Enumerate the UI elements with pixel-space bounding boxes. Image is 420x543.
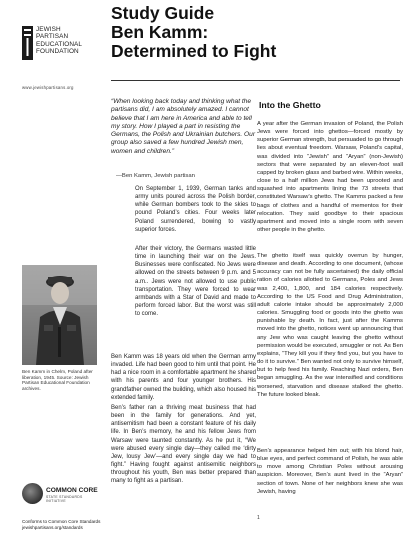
standards-line: Conforms to Common Core Standards	[22, 519, 101, 524]
common-core-name: COMMON CORE	[46, 487, 98, 494]
middle-paragraph: Ben Kamm was 18 years old when the German army invaded. Life had been good to him until that point. He had a nice room in a comfortable apartment he shared with his parents and four younger brothers. His grandfather owned the building, which also housed his extended family.	[111, 354, 256, 401]
opening-quote: “When looking back today and thinking what the partisans did, I am absolutely amazed. I cannot believe that I am here in America and able to tell my story. How I played a part in resisting the Germans, the Polish and Ukrainian butchers. Our group also saved a few hundred Jewish men, women and children.”	[111, 98, 256, 155]
logo-line: FOUNDATION	[36, 47, 79, 55]
middle-paragraph: On September 1, 1939, German tanks and army units poured across the Polish border, while German bombers took to the skies to pound Poland’s cities. Four weeks later Poland surrendered, bowing to vastly superior forces.	[135, 186, 256, 233]
logo-line: JEWISH	[36, 26, 61, 33]
common-core-logo	[22, 483, 102, 505]
middle-paragraph: Ben’s father ran a thriving meat business that had been in the family for generations. And yet, antisemitism had been a constant feature of his daily life. In Ben’s memory, he and his fellow Jews from Warsaw were taunted constantly. As he put it, “We were abused every single day—they called me ‘dirty Jew, lousy Jew’—and every single day we had to fight.” Having fought against antisemitic neighbors throughout his youth, Ben was better prepared than many to fight as a partisan.	[111, 405, 256, 485]
portrait-image	[22, 265, 97, 365]
website-url[interactable]: www.jewishpartisans.org	[22, 85, 74, 90]
photo-caption: Ben Kamm in Chelm, Poland after liberation, 1945. Source: Jewish Partisan Educational Foundation archives.	[22, 369, 93, 391]
title-line: Study Guide	[111, 3, 215, 23]
right-paragraph: The ghetto itself was quickly overrun by hunger, disease and death. According to one document, (whose accuracy can not be fully ascertained) the daily official ration of calories allotted to Germans, Poles and Jews was 2,400, 1,800, and 184 calories respectively. According to the US Food and Drug Administration, adult calorie intake should be approximately 2,000 calories. Smuggling food or goods into the ghetto was punishable by death. In fact, just after the Kamms moved into the ghetto, notices went up announcing that any Jew who was caught leaving the ghetto without permission would be executed, smuggler or not. As Ben explains, “They kill you if they find you, but you have to do it to survive.” Ben wanted not only to survive himself, but to help feed his family. Reaching Nazi orders, Ben began smuggling. As the war intensified and conditions worsened, starvation and disease stalked the ghetto. The future looked bleak.	[257, 253, 403, 398]
title-line: Ben Kamm:	[111, 22, 209, 42]
title-divider	[111, 80, 400, 81]
common-core-subtitle: STATE STANDARDS INITIATIVE	[46, 495, 83, 503]
standards-link[interactable]: jewishpartisans.org/standards	[22, 525, 83, 530]
standards-note	[22, 519, 122, 531]
logo-line: EDUCATIONAL	[36, 40, 83, 48]
title-line: Determined to Fight	[111, 41, 277, 61]
middle-paragraph: After their victory, the Germans wasted little time in launching their war on the Jews. Businesses were confiscated. No Jews were allowed on the streets between 9 p.m. and 5 a.m.. Jews were not allowed to use public transportation. They were forced to wear armbands with a Star of David and made to perform forced labor. But the worst was still to come.	[135, 246, 256, 318]
quote-attribution: —Ben Kamm, Jewish partisan	[116, 173, 195, 179]
right-paragraph: A year after the German invasion of Poland, the Polish Jews were forced into ghettos—forced mostly by superior German strength, but persuaded to go through lies about eventual freedom. Warsaw, Poland’s capital, was divided into “Jewish” and “Aryan” (non-Jewish) sectors that were separated by an eleven-foot wall capped by broken glass and barbed wire. Within weeks, close to a half million Jews had been uprooted and squashed into apartments lining the 73 streets that constituted Warsaw’s ghetto. The Kamms packed a few bags of clothes and a handful of mementos for their relocation. They said goodbye to their spacious apartment and moved into a single room with seven other people in the ghetto.	[257, 121, 403, 234]
ben-kamm-photo	[22, 265, 97, 365]
section-heading: Into the Ghetto	[259, 100, 321, 110]
page-title	[111, 4, 411, 61]
partisan-logo-icon	[22, 26, 33, 60]
logo-wordmark	[36, 26, 104, 55]
right-paragraph: Ben’s appearance helped him out; with his blond hair, blue eyes, and perfect command of Polish, he was able to move among Christian Poles without arousing suspicion. Moreover, Ben’s aunt lived in the “Aryan” section of town. None of her neighbors knew she was Jewish, having	[257, 448, 403, 495]
logo-line: PARTISAN	[36, 33, 69, 41]
page-number: 1	[257, 515, 260, 521]
globe-icon	[22, 483, 43, 504]
